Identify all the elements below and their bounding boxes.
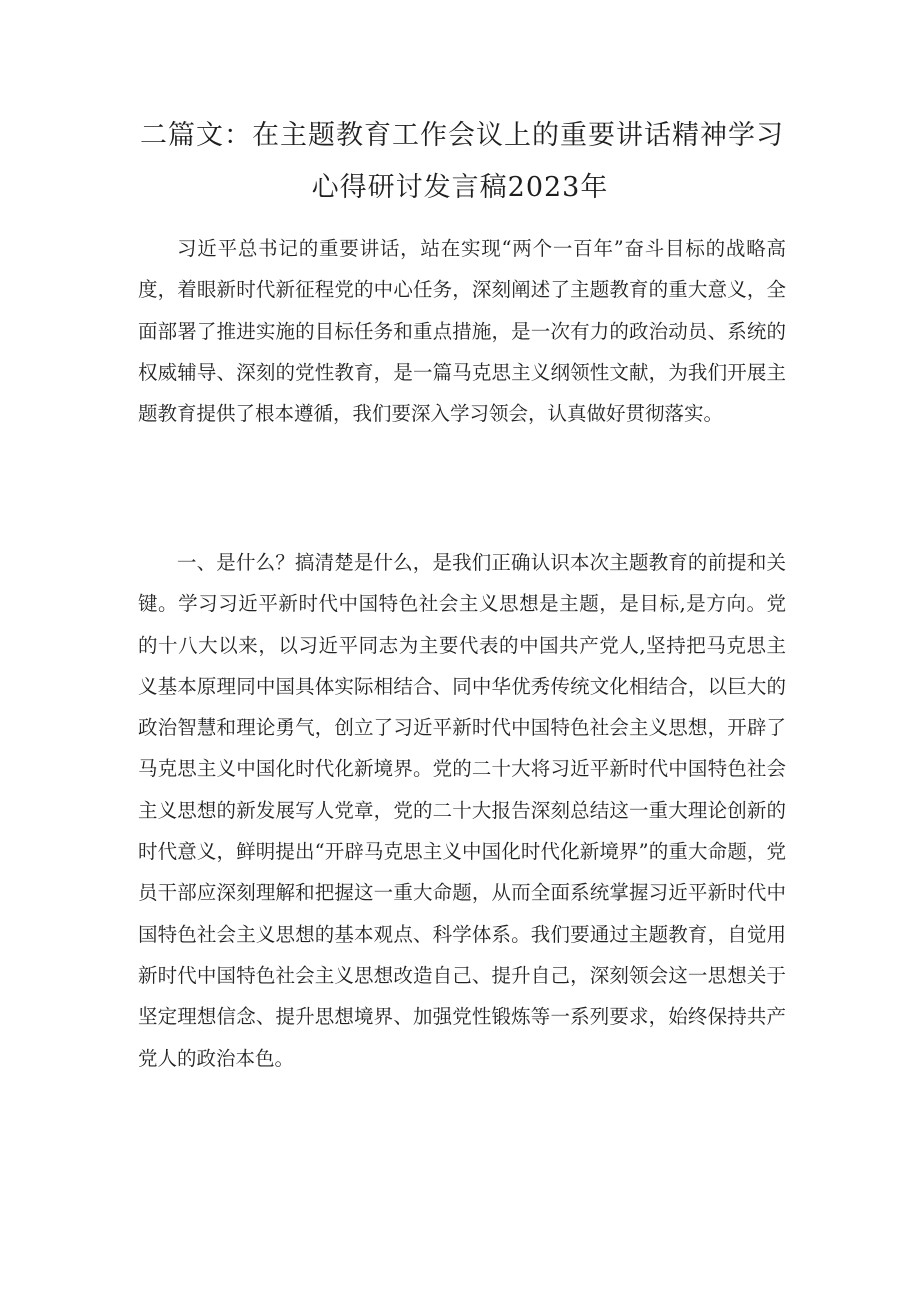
document-title (140, 110, 784, 214)
paragraph-section-one: 一、是什么？搞清楚是什么，是我们正确认识本次主题教育的前提和关键。学习习近平新时代中国特色社会主义思想是主题，是目标,是方向。党的十八大以来，以习近平同志为主要代表的中国共产党人,坚持把马克思主义基本原理同中国具体实际相结合、同中华优秀传统文化相结合，以巨大的政治智慧和理论勇气，创立了习近平新时代中国特色社会主义思想，开辟了马克思主义中国化时代化新境界。党的二十大将习近平新时代中国特色社会主义思想的新发展写人党章，党的二十大报告深刻总结这一重大理论创新的时代意义，鲜明提出“开辟马克思主义中国化时代化新境界”的重大命题，党员干部应深刻理解和把握这一重大命题，从而全面系统掌握习近平新时代中国特色社会主义思想的基本观点、科学体系。我们要通过主题教育，自觉用新时代中国特色社会主义思想改造自己、提升自己，深刻领会这一思想关于坚定理想信念、提升思想境界、加强党性锻炼等一系列要求，始终保持共产党人的政治本色。 (138, 551, 786, 1070)
paragraph-intro: 习近平总书记的重要讲话，站在实现“两个一百年”奋斗目标的战略高度，着眼新时代新征程党的中心任务，深刻阐述了主题教育的重大意义，全面部署了推进实施的目标任务和重点措施，是一次有力的政治动员、系统的权威辅导、深刻的党性教育，是一篇马克思主义纲领性文献，为我们开展主题教育提供了根本遵循，我们要深入学习领会，认真做好贯彻落实。 (138, 237, 786, 426)
title-line-2: 心得研讨发言稿2023年 (311, 172, 609, 203)
title-line-1: 二篇文：在主题教育工作会议上的重要讲话精神学习 (140, 120, 784, 151)
